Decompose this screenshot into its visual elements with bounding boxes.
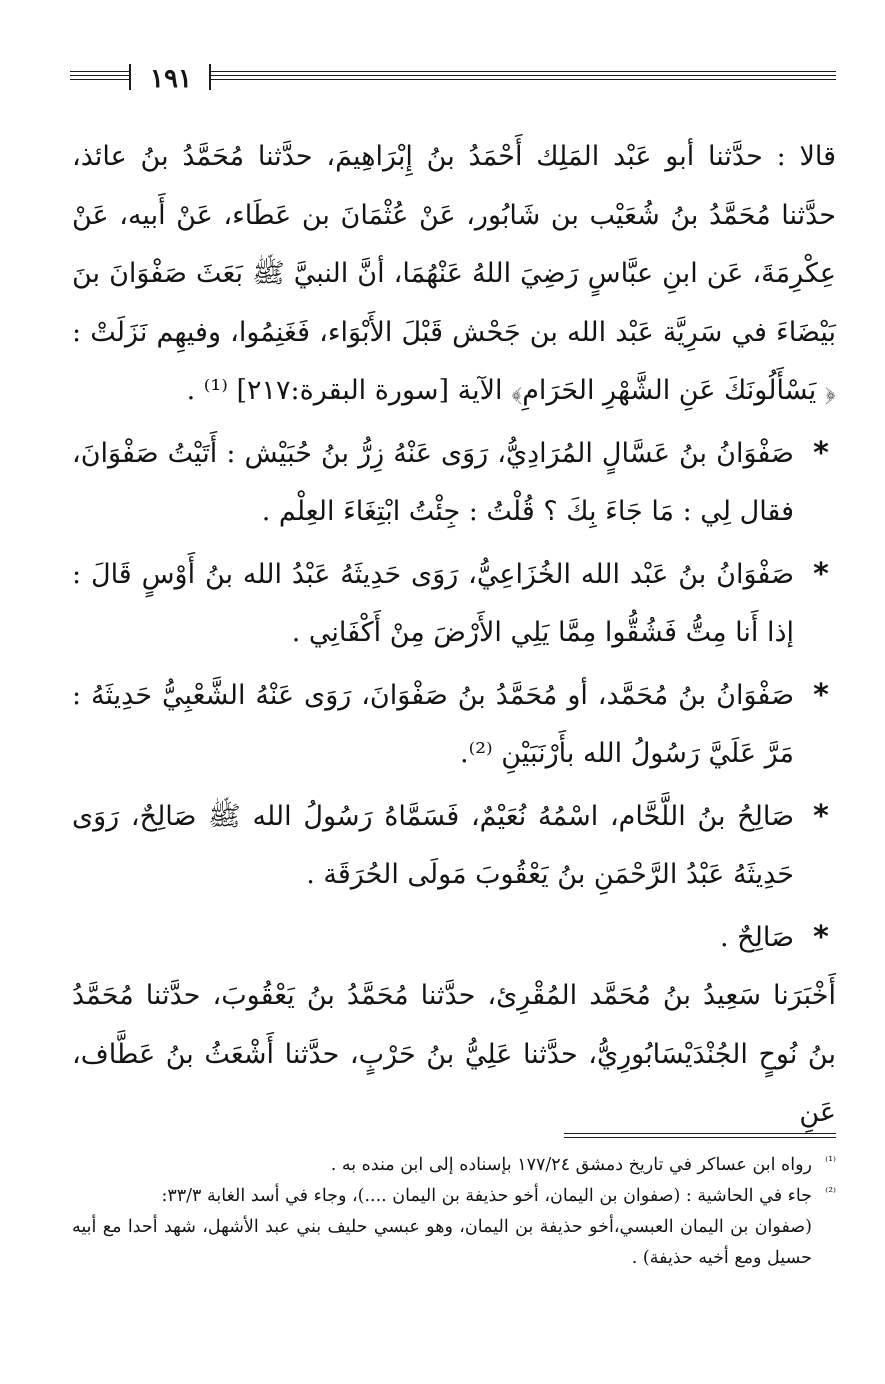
footnote-text: رواه ابن عساكر في تاريخ دمشق ١٧٧/٢٤ بإسناده إلى ابن منده به . [330,1155,812,1175]
footnote-divider [564,1133,836,1138]
main-text [72,128,836,1143]
entry-salih [72,909,836,968]
footnote-2 [72,1181,836,1212]
entry-text: صَالِحُ بنُ اللَّحَّام، اسْمُهُ نُعَيْمٌ، فَسَمَّاهُ رَسُولُ الله ﷺ صَالِحٌ، رَوَى حَدِيثَهُ عَبْدُ الرَّحْمَنِ بنُ يَعْقُوبَ مَولَى الحُرَقَة . [72,800,794,890]
entry-safwan-ibn-muhammad [72,667,836,784]
entry-salih-ibn-al-lahham [72,788,836,905]
header-rule-left [70,71,130,85]
paragraph-isnad: أَخْبَرَنا سَعِيدُ بنُ مُحَمَّد المُقْرِئ، حدَّثنا مُحَمَّدُ بنُ يَعْقُوبَ، حدَّثنا مُحَمَّدُ بنُ نُوحٍ الجُنْدَيْسَابُورِيُّ، حدَّثنا عَلِيُّ بنُ حَرْبٍ، حدَّثنا أَشْعَثُ بنُ عَطَّاف، عَنِ [72,980,836,1128]
entry-safwan-al-khuzai [72,546,836,663]
footnote-marker: ⁽¹⁾ [825,1154,836,1168]
entry-safwan-ibn-assal [72,425,836,542]
bullet-asterisk: * [813,919,829,955]
bullet-asterisk: * [813,556,829,592]
footnote-marker: ⁽²⁾ [825,1185,836,1199]
page-number: ١٩١ [150,64,192,94]
bullet-asterisk: * [813,677,829,713]
header-rule-right [210,71,836,85]
entry-text: صَالِحٌ . [720,921,794,953]
entry-text: صَفْوَانُ بنُ مُحَمَّد، أو مُحَمَّدُ بنُ صَفْوَانَ، رَوَى عَنْهُ الشَّعْبِيُّ حَدِيثَهُ : مَرَّ عَلَيَّ رَسُولُ الله بأَرْنَبَيْنِ ⁽²⁾. [72,679,794,769]
footnote-text: جاء في الحاشية : (صفوان بن اليمان، أخو حذيفة بن اليمان ....)، وجاء في أسد الغابة ٣٣/٣: [161,1186,812,1206]
page-header [70,64,836,94]
bullet-asterisk: * [813,798,829,834]
footnote-2-continuation: (صفوان بن اليمان العبسي،أخو حذيفة بن اليمان، وهو عبسي حليف بني عبد الأشهل، شهد أحدا مع أبيه حسيل ومع أخيه حذيفة) . [72,1217,812,1268]
entry-text: صَفْوَانُ بنُ عَبْد الله الخُزَاعِيُّ، رَوَى حَدِيثَهُ عَبْدُ الله بنُ أَوْسٍ قَالَ : إذا أَنا مِتُّ فَشُقُّوا مِمَّا يَلِي الأَرْضَ مِنْ أَكْفَانِي . [72,558,794,648]
footnote-1 [72,1150,836,1181]
paragraph-intro: قالا : حدَّثنا أبو عَبْد المَلِك أَحْمَدُ بنُ إِبْرَاهِيمَ، حدَّثنا مُحَمَّدُ بنُ عائذ، حدَّثنا مُحَمَّدُ بنُ شُعَيْب بن شَابُور، عَنْ عُثْمَانَ بن عَطَاء، عَنْ أَبيه، عَنْ عِكْرِمَةَ، عَن ابنِ عبَّاسٍ رَضِيَ اللهُ عَنْهُمَا، أنَّ النبيَّ ﷺ بَعَثَ صَفْوَانَ بنَ بَيْضَاءَ في سَرِيَّة عَبْد الله بن جَحْش قَبْلَ الأَبْوَاء، فَغَنِمُوا، وفيهِم نَزَلَتْ : ﴿ يَسْأَلُونَكَ عَنِ الشَّهْرِ الحَرَامِ﴾ الآية [سورة البقرة:٢١٧] ⁽¹⁾ . [72,141,836,406]
entry-text: صَفْوَانُ بنُ عَسَّالٍ المُرَادِيُّ، رَوَى عَنْهُ زِرُّ بنُ حُبَيْش : أَتَيْتُ صَفْوَانَ، فقال لِي : مَا جَاءَ بِكَ ؟ قُلْتُ : جِئْتُ ابْتِغَاءَ العِلْم . [72,437,794,527]
footnotes [72,1150,836,1274]
bullet-asterisk: * [813,435,829,471]
